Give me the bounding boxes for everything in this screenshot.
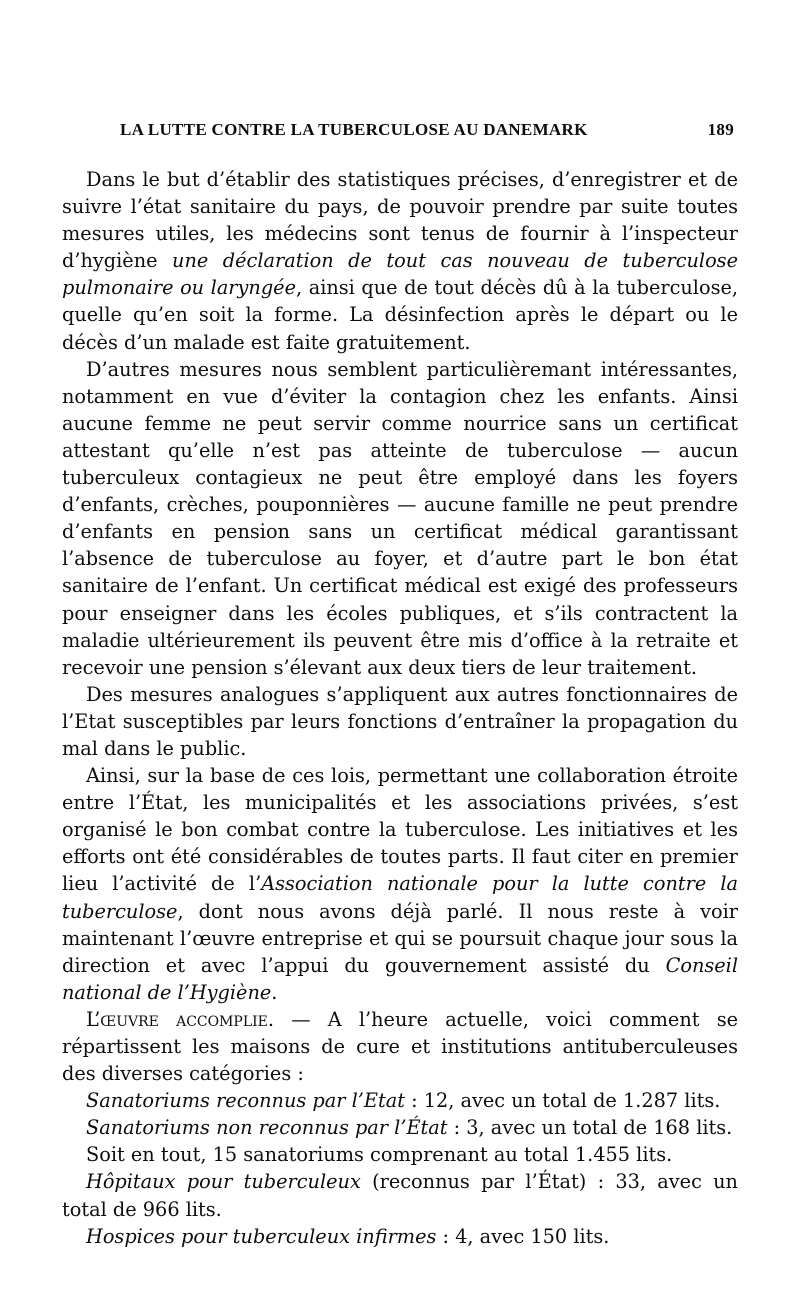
running-head-title: LA LUTTE CONTRE LA TUBERCULOSE AU DANEMARK	[120, 120, 588, 139]
list-item-hospices: Hospices pour tuberculeux infirmes : 4, avec 150 lits.	[86, 1224, 610, 1248]
list-item-recognized-sanatoriums: Sanatoriums reconnus par l’Etat : 12, avec un total de 1.287 lits.	[86, 1089, 721, 1113]
paragraph-civil-servants: Des mesures analogues s’appliquent aux autres fonctionnaires de l’Etat susceptibles par leurs fonctions d’entraîner la propagation du mal dans le public.	[62, 682, 738, 760]
council-name: Conseil national de l’Hygiène	[62, 953, 738, 1004]
list-item-unrecognized-sanatoriums: Sanatoriums non reconnus par l’État : 3, avec un total de 168 lits.	[86, 1116, 733, 1140]
paragraph-declaration: Dans le but d’établir des statistiques précises, d’enregistrer et de suivre l’état sanitaire du pays, de pouvoir prendre par suite toutes mesures utiles, les médecins sont tenus de fournir à l’inspecteur d’hygiène une déclaration de tout cas nouveau de tuberculose pulmonaire ou laryngée, ainsi que de tout décès dû à la tuberculose, quelle qu’en soit la forme. La désinfection après le départ ou le décès d’un malade est faite gratuitement.	[62, 168, 739, 354]
body-text	[62, 166, 738, 1250]
page-number: 189	[707, 120, 734, 139]
association-name: Association nationale pour la lutte contre la tuberculose	[62, 872, 738, 923]
list-item-hospitals: Hôpitaux pour tuberculeux (reconnus par l’État) : 33, avec un total de 966 lits.	[62, 1170, 738, 1221]
list-item-total-sanatoriums: Soit en tout, 15 sanatoriums comprenant au total 1.455 lits.	[86, 1143, 673, 1167]
declaration-italic: une déclaration de tout cas nouveau de tuberculose pulmonaire ou laryngée	[62, 249, 738, 300]
running-head	[120, 120, 734, 148]
paragraph-collaboration: Ainsi, sur la base de ces lois, permettant une collaboration étroite entre l’État, les municipalités et les associations privées, s’est organisé le bon combat contre la tuberculose. Les initiatives et les efforts ont été considérables de toutes parts. Il faut citer en premier lieu l’activité de l’Association nationale pour la lutte contre la tuberculose, dont nous avons déjà parlé. Il nous reste à voir maintenant l’œuvre entreprise et qui se poursuit chaque jour sous la direction et avec l’appui du gouvernement assisté du Conseil national de l’Hygiène.	[62, 764, 738, 1004]
section-lead: L’œuvre accomplie.	[86, 1007, 275, 1031]
paragraph-oeuvre-accomplie: L’œuvre accomplie. — A l’heure actuelle, voici comment se répartissent les maisons de cure et institutions antituberculeuses des diverses catégories :	[62, 1007, 738, 1086]
paragraph-child-protection: D’autres mesures nous semblent particulièremant intéressantes, notamment en vue d’éviter la contagion chez les enfants. Ainsi aucune femme ne peut servir comme nourrice sans un certificat attestant qu’elle n’est pas atteinte de tuberculose — aucun tuberculeux contagieux ne peut être employé dans les foyers d’enfants, crèches, pouponnières — aucune famille ne peut prendre d’enfants en pension sans un certificat médical garantissant l’absence de tuberculose au foyer, et d’autre part le bon état sanitaire de l’enfant. Un certificat médical est exigé des professeurs pour enseigner dans les écoles publiques, et s’ils contractent la maladie ultérieurement ils peuvent être mis d’office à la retraite et recevoir une pension s’élevant aux deux tiers de leur traitement.	[62, 357, 738, 679]
